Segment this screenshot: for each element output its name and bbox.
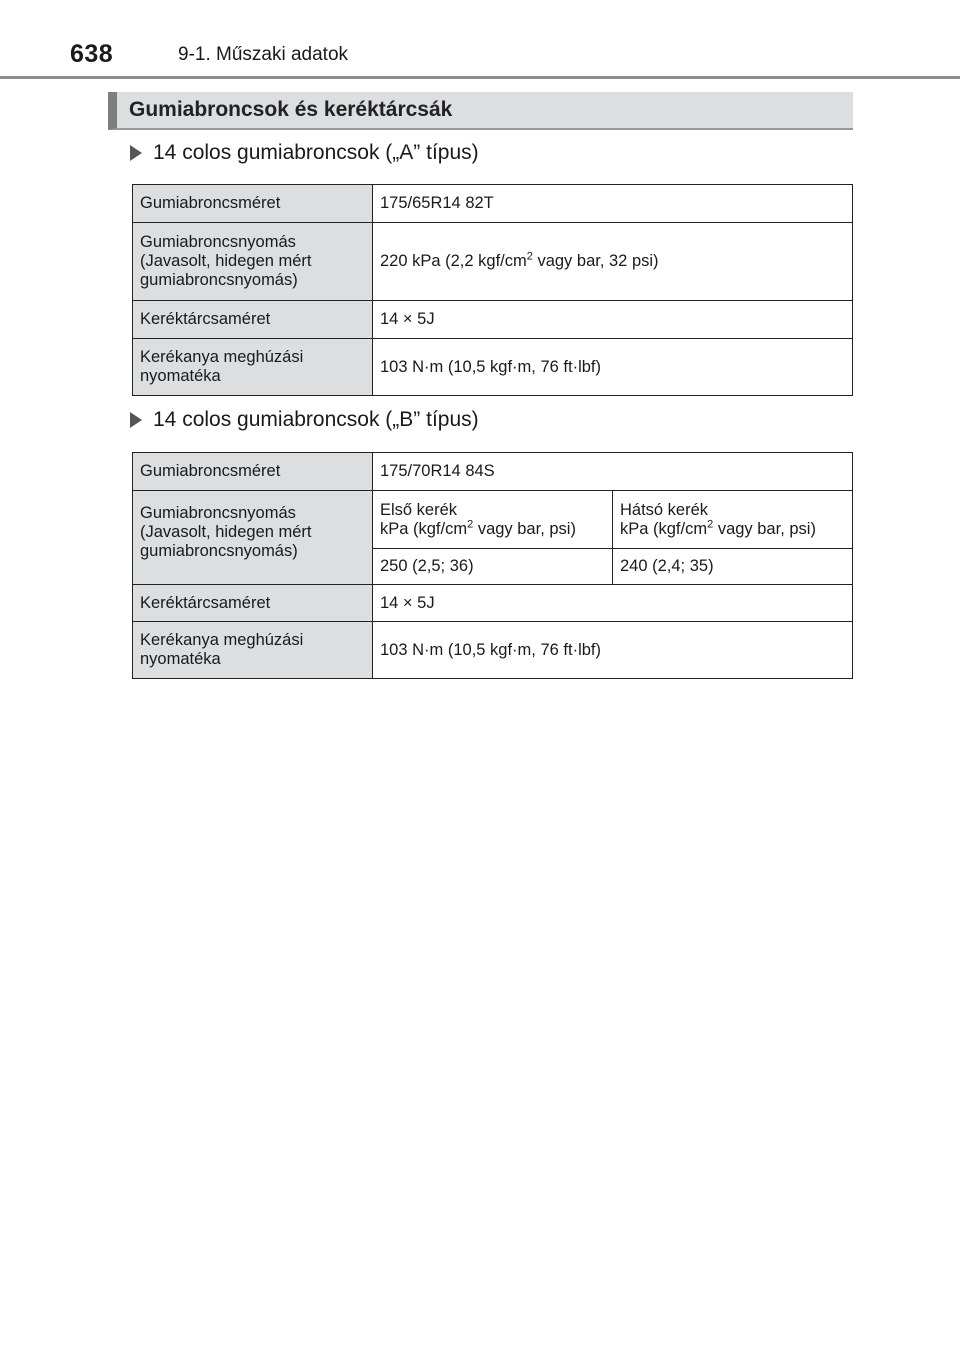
table-row	[133, 453, 853, 491]
unit-text: vagy bar, psi)	[713, 519, 816, 538]
page-header	[0, 0, 960, 80]
superscript: 2	[707, 518, 714, 530]
torque-value: 103 N·m (10,5 kgf·m, 76 ft·lbf)	[373, 339, 853, 396]
pressure-value-text: vagy bar, 32 psi)	[532, 252, 659, 270]
pressure-label-line: gumiabroncsnyomás)	[140, 271, 298, 289]
table-type-a	[132, 184, 853, 396]
superscript: 2	[467, 518, 474, 530]
table-type-b	[132, 452, 853, 679]
rear-wheel-header	[613, 491, 853, 549]
torque-label-line: Kerékanya meghúzási	[140, 631, 304, 649]
pressure-label-line: gumiabroncsnyomás)	[140, 542, 298, 560]
torque-label-line: nyomatéka	[140, 650, 221, 668]
unit-text: kPa (kgf/cm	[620, 519, 708, 538]
torque-label-line: nyomatéka	[140, 367, 221, 385]
superscript: 2	[526, 250, 533, 263]
pressure-label-line: Gumiabroncsnyomás	[140, 504, 296, 522]
section-title-bar	[108, 92, 853, 130]
header-divider	[0, 76, 960, 79]
page-number: 638	[70, 40, 114, 68]
triangle-bullet-icon	[130, 145, 142, 161]
table-row	[133, 622, 853, 679]
table-row	[133, 185, 853, 223]
pressure-label	[133, 491, 373, 585]
torque-value: 103 N·m (10,5 kgf·m, 76 ft·lbf)	[373, 622, 853, 679]
pressure-label	[133, 223, 373, 301]
table-row	[133, 491, 853, 549]
wheel-size-label: Keréktárcsaméret	[133, 585, 373, 622]
pressure-label-line: Gumiabroncsnyomás	[140, 233, 296, 251]
table-row	[133, 223, 853, 301]
wheel-size-value: 14 × 5J	[373, 585, 853, 622]
wheel-size-label: Keréktárcsaméret	[133, 301, 373, 339]
unit-text: kPa (kgf/cm	[380, 519, 468, 538]
rear-wheel-label: Hátsó kerék	[620, 500, 709, 519]
unit-text: vagy bar, psi)	[473, 519, 576, 538]
tire-size-value: 175/70R14 84S	[373, 453, 853, 491]
table-row	[133, 585, 853, 622]
front-wheel-unit	[380, 520, 605, 539]
torque-label	[133, 622, 373, 679]
torque-label	[133, 339, 373, 396]
pressure-value	[373, 223, 853, 301]
front-wheel-label: Első kerék	[380, 500, 458, 519]
section-title: Gumiabroncsok és keréktárcsák	[129, 98, 453, 121]
pressure-label-line: (Javasolt, hidegen mért	[140, 523, 312, 541]
table-row	[133, 339, 853, 396]
chapter-title: 9-1. Műszaki adatok	[178, 44, 349, 65]
subheading-type-a	[130, 141, 479, 165]
tire-size-value: 175/65R14 82T	[373, 185, 853, 223]
subheading-type-b-text: 14 colos gumiabroncsok („B” típus)	[153, 408, 479, 431]
pressure-value-text: 220 kPa (2,2 kgf/cm	[380, 252, 527, 270]
rear-wheel-value: 240 (2,4; 35)	[613, 549, 853, 585]
rear-wheel-unit	[620, 520, 845, 539]
table-row	[133, 301, 853, 339]
pressure-label-line: (Javasolt, hidegen mért	[140, 252, 312, 270]
subheading-type-a-text: 14 colos gumiabroncsok („A” típus)	[153, 141, 479, 164]
wheel-size-value: 14 × 5J	[373, 301, 853, 339]
front-wheel-value: 250 (2,5; 36)	[373, 549, 613, 585]
tire-size-label: Gumiabroncsméret	[133, 453, 373, 491]
tire-size-label: Gumiabroncsméret	[133, 185, 373, 223]
triangle-bullet-icon	[130, 412, 142, 428]
subheading-type-b	[130, 408, 479, 432]
front-wheel-header	[373, 491, 613, 549]
torque-label-line: Kerékanya meghúzási	[140, 348, 304, 366]
